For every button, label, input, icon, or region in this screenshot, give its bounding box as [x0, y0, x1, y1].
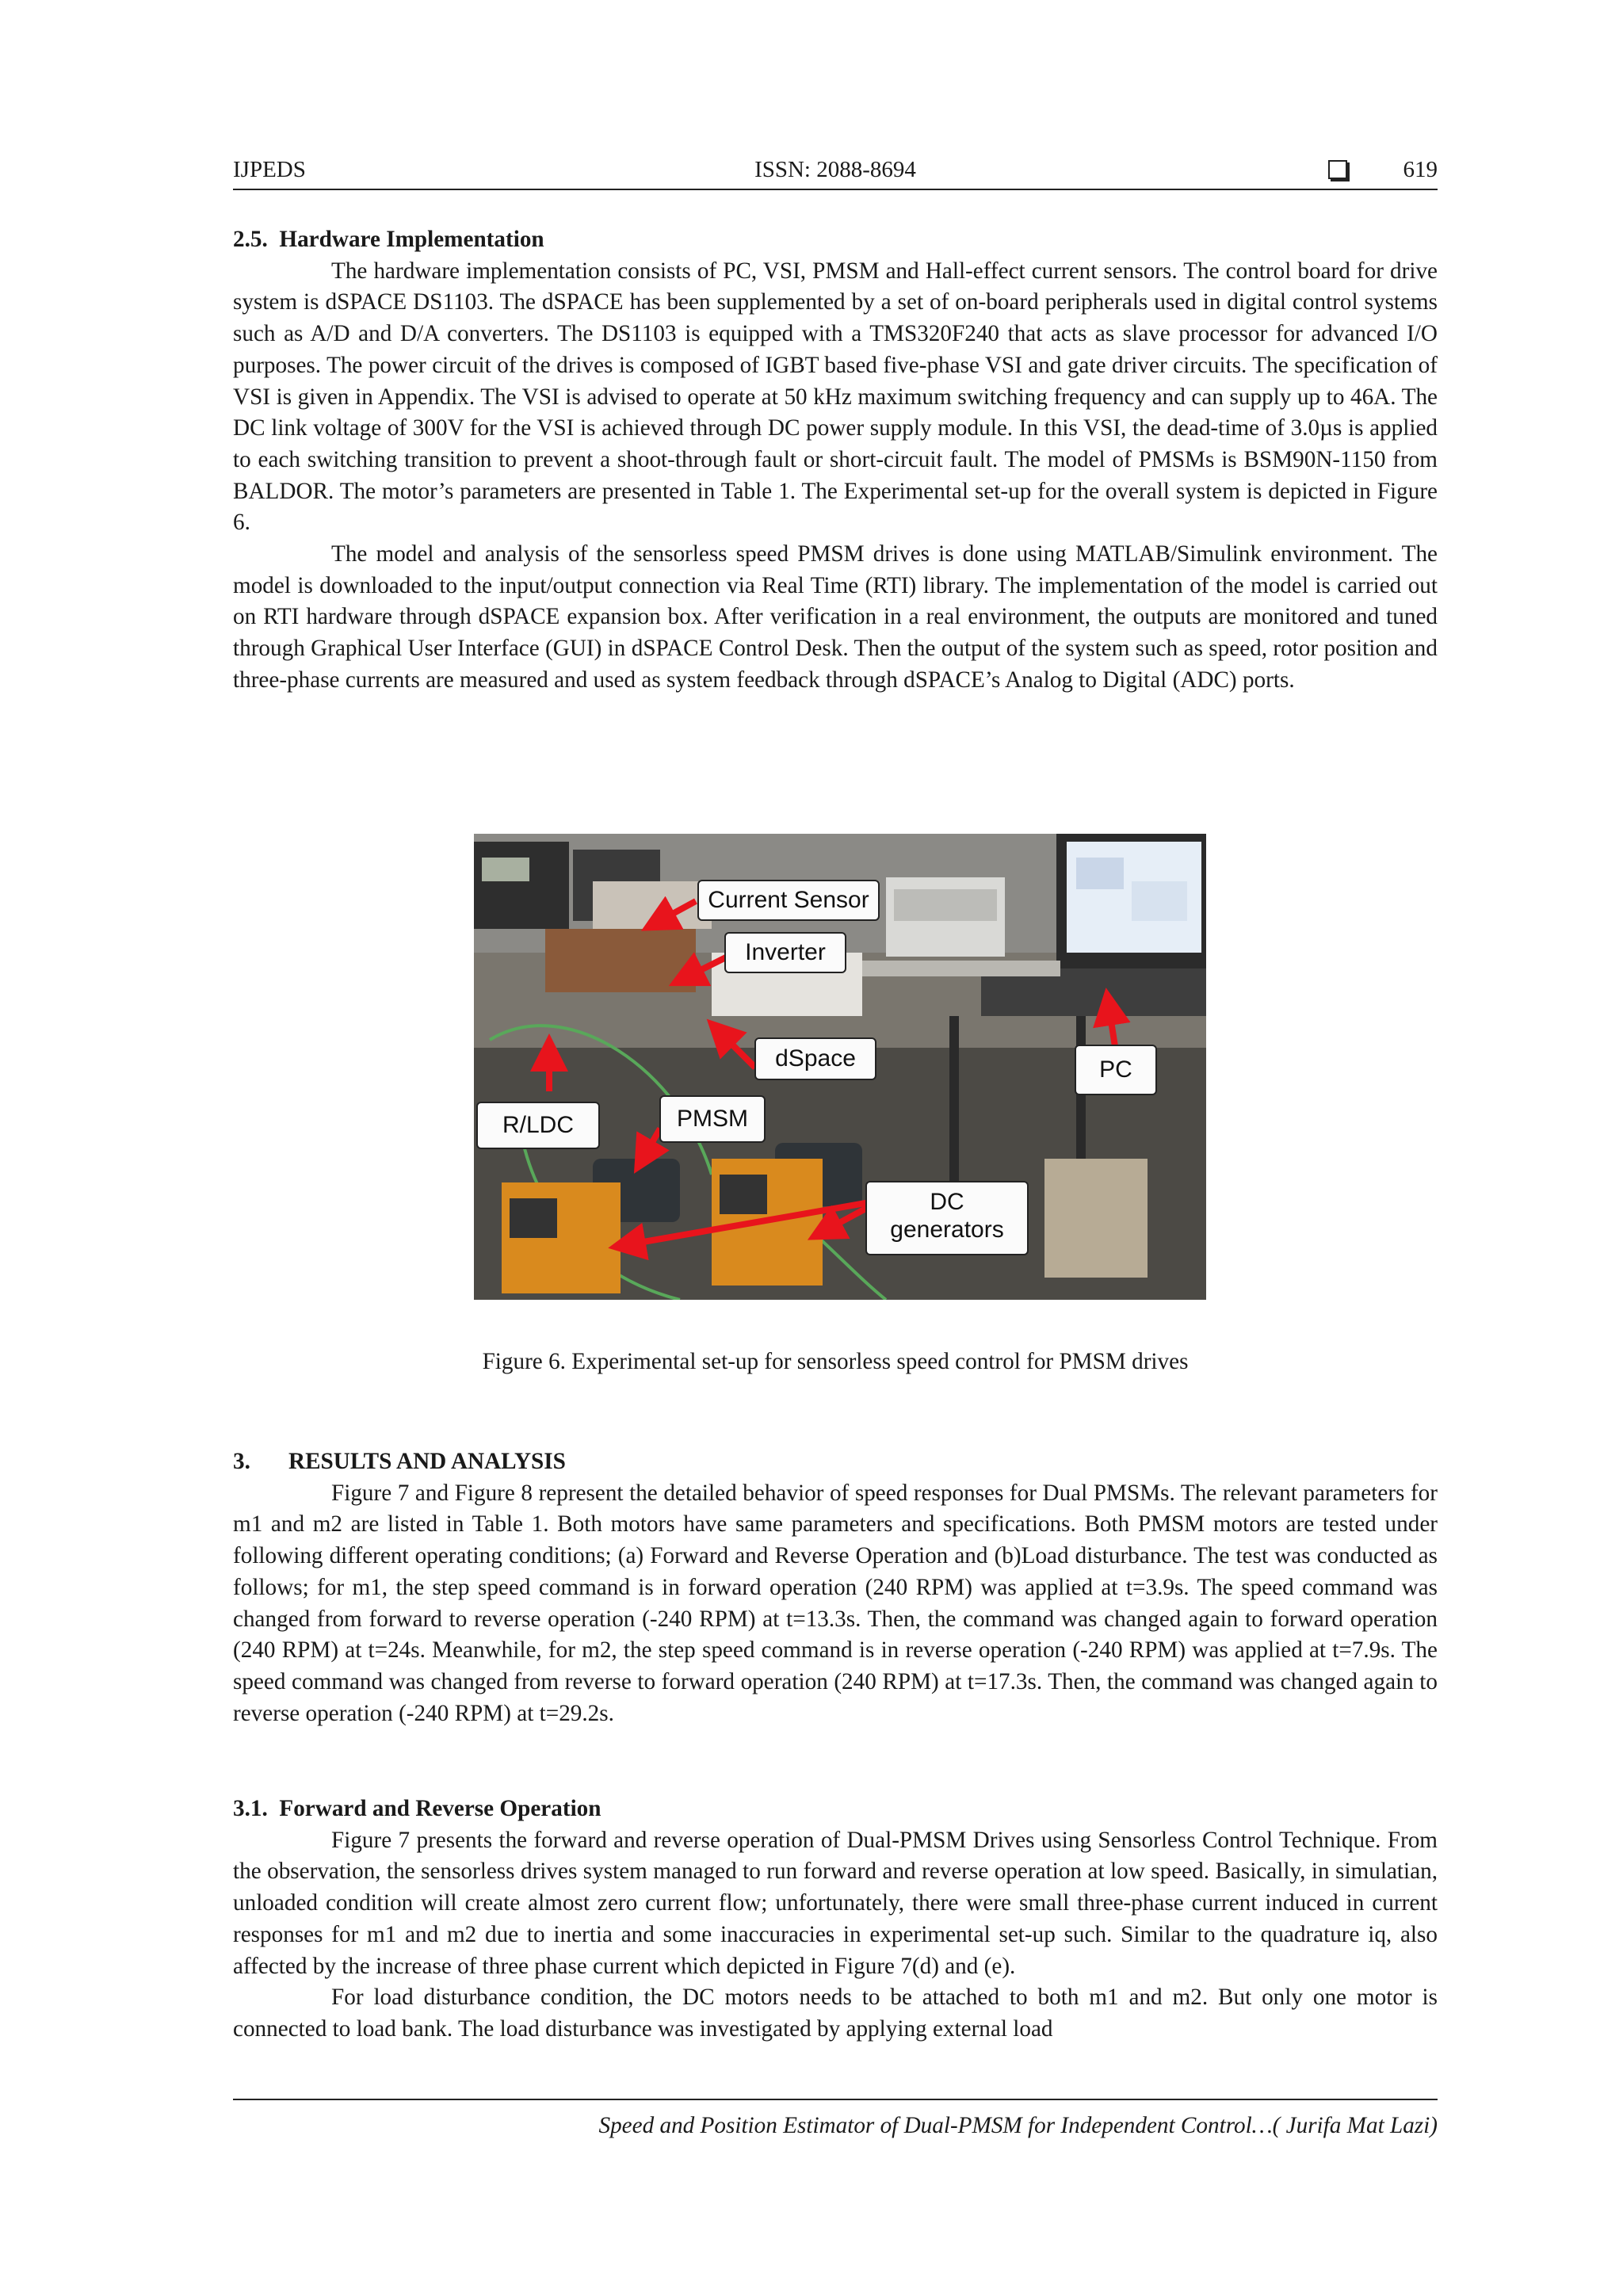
- section-number: 3.: [233, 1449, 250, 1474]
- journal-name: IJPEDS: [233, 157, 306, 182]
- page-number: 619: [1403, 157, 1438, 182]
- page-footer: [233, 2099, 1438, 2139]
- section-results-and-analysis: [233, 1446, 1438, 1729]
- label-inverter: Inverter: [724, 932, 846, 973]
- label-current-sensor: Current Sensor: [697, 880, 880, 921]
- figure-caption: Figure 6. Experimental set-up for sensorless speed control for PMSM drives: [482, 1349, 1189, 1374]
- running-title: Speed and Position Estimator of Dual-PMSM for Independent Control…( Jurifa Mat Lazi): [598, 2113, 1438, 2138]
- paragraph: The hardware implementation consists of PC, VSI, PMSM and Hall-effect current sensors. The control board for drive system is dSPACE DS1103. The dSPACE has been supplemented by a set of on-board peripherals used in digital control systems such as A/D and D/A converters. The DS1103 is equipped with a TMS320F240 that acts as slave processor for advanced I/O purposes. The power circuit of the drives is composed of IGBT based five-phase VSI and gate driver circuits. The specification of VSI is given in Appendix. The VSI is advised to operate at 50 kHz maximum switching frequency and can supply up to 46A. The DC link voltage of 300V for the VSI is achieved through DC power supply module. In this VSI, the dead-time of 3.0µs is applied to each switching transition to prevent a shoot-through fault or short-circuit fault. The model of PMSMs is BSM90N-1150 from BALDOR. The motor’s parameters are presented in Table 1. The Experimental set-up for the overall system is depicted in Figure 6.: [233, 258, 1438, 536]
- page-header: [233, 155, 1438, 190]
- section-heading: [233, 1446, 1438, 1478]
- label-rldc: R/LDC: [476, 1102, 600, 1149]
- issn: ISSN: 2088-8694: [754, 157, 916, 182]
- square-bullet-icon: [1328, 160, 1347, 179]
- label-dc-generators: [865, 1181, 1029, 1255]
- section-heading: [233, 224, 1438, 256]
- paragraph: Figure 7 and Figure 8 represent the detailed behavior of speed responses for Dual PMSMs. The relevant parameters for m1 and m2 are listed in Table 1. Both motors have same parameters and specifications. Both PMSM motors are tested under following different operating conditions; (a) Forward and Reverse Operation and (b)Load disturbance. The test was conducted as follows; for m1, the step speed command is in forward operation (240 RPM) was applied at t=3.9s. The speed command was changed from forward to reverse operation (-240 RPM) at t=13.3s. Then, the command was changed again to forward operation (240 RPM) at t=24s. Meanwhile, for m2, the step speed command is in reverse operation (-240 RPM) was applied at t=7.9s. The speed command was changed from reverse to forward operation (240 RPM) at t=17.3s. Then, the command was changed again to reverse operation (-240 RPM) at t=29.2s.: [233, 1480, 1438, 1726]
- figure-6-photo: [474, 834, 1206, 1300]
- paragraph: Figure 7 presents the forward and reverse operation of Dual-PMSM Drives using Sensorless Control Technique. From the observation, the sensorless drives system managed to run forward and reverse operation at low speed. Basically, in simulatian, unloaded condition will create almost zero current flow; unfortunately, there were small three-phase current induced in current responses for m1 and m2 due to inertia and some inaccuracies in experimental set-up such. Similar to the quadrature iq, also affected by the increase of three phase current which depicted in Figure 7(d) and (e).: [233, 1827, 1438, 1979]
- section-title: Hardware Implementation: [279, 227, 544, 252]
- label-dspace: dSpace: [754, 1037, 876, 1080]
- section-title: Forward and Reverse Operation: [279, 1796, 601, 1821]
- label-pmsm: PMSM: [659, 1095, 766, 1143]
- section-forward-reverse-operation: [233, 1794, 1438, 2046]
- paragraph: The model and analysis of the sensorless speed PMSM drives is done using MATLAB/Simulink environment. The model is downloaded to the input/output connection via Real Time (RTI) library. The implementation of the model is carried out on RTI hardware through dSPACE expansion box. After verification in a real environment, the outputs are monitored and tuned through Graphical User Interface (GUI) in dSPACE Control Desk. Then the output of the system such as speed, rotor position and three-phase currents are measured and used as system feedback through dSPACE’s Analog to Digital (ADC) ports.: [233, 541, 1438, 693]
- label-dc-line2: generators: [890, 1216, 1004, 1243]
- paragraph: For load disturbance condition, the DC motors needs to be attached to both m1 and m2. But only one motor is connected to load bank. The load disturbance was investigated by applying external load: [233, 1985, 1438, 2042]
- section-hardware-implementation: [233, 224, 1438, 697]
- section-title: RESULTS AND ANALYSIS: [288, 1449, 566, 1474]
- label-pc: PC: [1075, 1045, 1157, 1095]
- label-dc-line1: DC: [930, 1189, 964, 1215]
- section-number: 3.1.: [233, 1796, 268, 1821]
- section-heading: [233, 1794, 1438, 1825]
- section-number: 2.5.: [233, 227, 268, 252]
